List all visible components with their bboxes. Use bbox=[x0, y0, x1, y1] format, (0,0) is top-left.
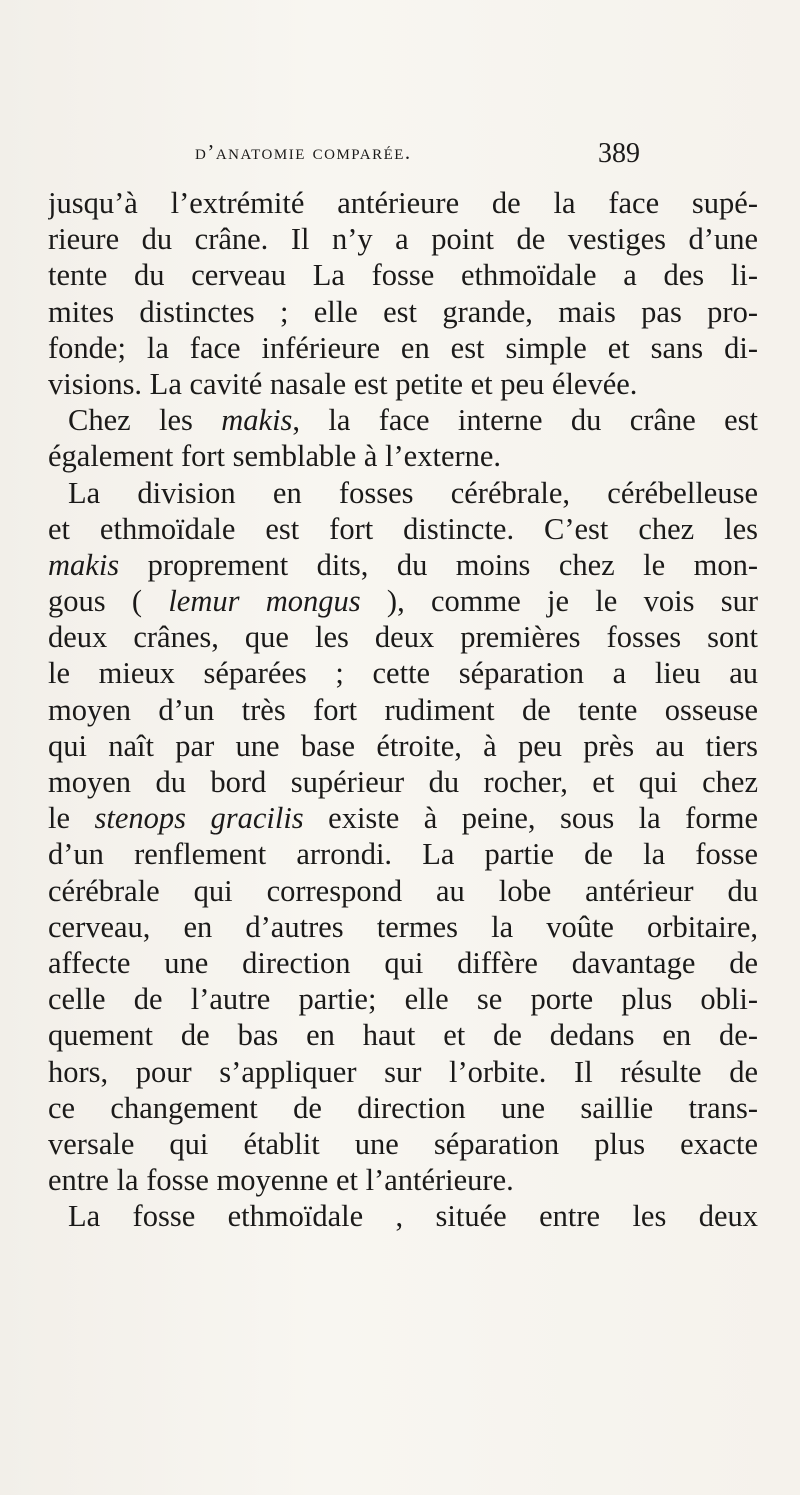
text-line: rieure du crâne. Il n’y a point de vestiges d’une bbox=[48, 222, 758, 257]
text-line: affecte une direction qui diffère davantage de bbox=[48, 945, 758, 980]
text-line: et ethmoïdale est fort distincte. C’est chez les bbox=[48, 511, 758, 546]
text-line: qui naît par une base étroite, à peu près au tiers bbox=[48, 728, 758, 763]
text-line: jusqu’à l’extrémité antérieure de la face supé- bbox=[48, 186, 758, 220]
text-line: fonde; la face inférieure en est simple et sans di- bbox=[48, 330, 758, 365]
italic-term: makis bbox=[221, 403, 293, 438]
text-line bbox=[48, 583, 758, 619]
italic-term: lemur mongus bbox=[168, 584, 361, 619]
text-line: La division en fosses cérébrale, cérébelleuse bbox=[68, 475, 758, 510]
text-line: tente du cerveau La fosse ethmoïdale a des li- bbox=[48, 258, 758, 293]
text-line: moyen d’un très fort rudiment de tente osseuse bbox=[48, 692, 758, 727]
text-line: ce changement de direction une saillie trans- bbox=[48, 1090, 758, 1125]
text-line: deux crânes, que les deux premières fosses sont bbox=[48, 620, 758, 655]
running-title: d’anatomie comparée. bbox=[195, 140, 412, 164]
text-line: hors, pour s’appliquer sur l’orbite. Il résulte de bbox=[48, 1054, 758, 1089]
text-run: ), comme je le vois sur bbox=[360, 584, 758, 619]
text-line bbox=[48, 402, 758, 438]
italic-term: stenops gracilis bbox=[94, 801, 304, 836]
text-run: Chez les bbox=[68, 403, 222, 438]
text-line: d’un renflement arrondi. La partie de la fosse bbox=[48, 837, 758, 872]
page-number: 389 bbox=[598, 138, 640, 169]
text-line: mites distinctes ; elle est grande, mais pas pro- bbox=[48, 294, 758, 329]
text-line: moyen du bord supérieur du rocher, et qui chez bbox=[48, 765, 758, 799]
text-line: La fosse ethmoïdale , située entre les deux bbox=[68, 1199, 758, 1234]
text-run: proprement dits, du moins chez le mon- bbox=[119, 547, 758, 582]
text-line: également fort semblable à l’externe. bbox=[48, 439, 502, 474]
text-line: cérébrale qui correspond au lobe antérieur du bbox=[48, 873, 758, 908]
italic-term: makis bbox=[48, 547, 120, 582]
text-line: visions. La cavité nasale est petite et peu élevée. bbox=[48, 366, 638, 401]
text-run: gous ( bbox=[48, 584, 169, 619]
body-text bbox=[48, 185, 758, 1234]
text-line: quement de bas en haut et de dedans en de- bbox=[48, 1018, 758, 1053]
text-line bbox=[48, 800, 758, 836]
text-line: versale qui établit une séparation plus exacte bbox=[48, 1126, 758, 1161]
text-line: celle de l’autre partie; elle se porte plus obli- bbox=[48, 982, 758, 1017]
text-line: entre la fosse moyenne et l’antérieure. bbox=[48, 1163, 514, 1198]
text-run: existe à peine, sous la forme bbox=[303, 801, 758, 836]
text-run: le bbox=[48, 801, 95, 836]
text-run: , la face interne du crâne est bbox=[292, 403, 758, 438]
text-line: cerveau, en d’autres termes la voûte orbitaire, bbox=[48, 909, 758, 944]
text-line: le mieux séparées ; cette séparation a lieu au bbox=[48, 656, 758, 691]
page-header bbox=[195, 138, 640, 178]
text-line bbox=[48, 547, 758, 583]
